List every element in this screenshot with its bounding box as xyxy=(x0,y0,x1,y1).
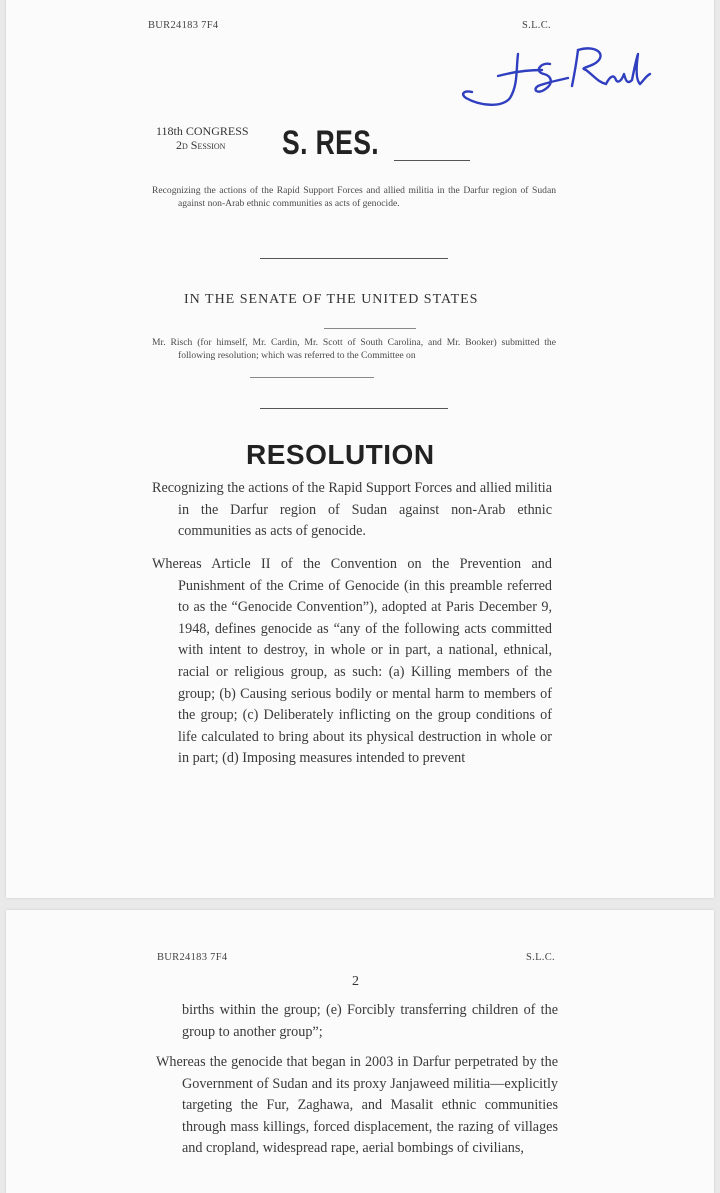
whereas-clause-2 xyxy=(156,1052,558,1160)
document-page-1 xyxy=(6,0,714,898)
congress-label: 118th CONGRESS xyxy=(156,124,249,138)
divider-1 xyxy=(260,258,448,259)
sponsors-text: Mr. Risch (for himself, Mr. Cardin, Mr. Scott of South Carolina, and Mr. Booker) submitted the following resolution; which was referred to the Committee on xyxy=(152,337,556,361)
resolution-title xyxy=(152,478,552,543)
short-title xyxy=(152,184,556,210)
date-blank xyxy=(324,328,416,329)
document-page-2 xyxy=(6,910,714,1193)
page-number: 2 xyxy=(352,974,359,989)
bill-label: S. RES. xyxy=(282,124,380,162)
session-text: 2d Session xyxy=(176,138,226,152)
short-title-text: Recognizing the actions of the Rapid Support Forces and allied militia in the Darfur region of Sudan against non-Arab ethnic communities as acts of genocide. xyxy=(152,185,556,209)
sponsors-block xyxy=(152,336,556,362)
divider-2 xyxy=(260,408,448,409)
session-label xyxy=(176,138,225,152)
whereas-clause-1 xyxy=(152,554,552,770)
slc-label: S.L.C. xyxy=(522,20,551,31)
bill-number-blank xyxy=(394,160,470,161)
chamber-heading: IN THE SENATE OF THE UNITED STATES xyxy=(184,292,479,307)
slc-label-p2: S.L.C. xyxy=(526,952,555,963)
whereas-clause-2-text: Whereas the genocide that began in 2003 in Darfur perpetrated by the Government of Sudan and its proxy Janjaweed militia—explicitly targeting the Fur, Zaghawa, and Masalit ethnic communities through mass killings, forced displacement, the razing of villages and cropland, widespread rape, aerial bombings of civilians, xyxy=(156,1054,558,1157)
document-id: BUR24183 7F4 xyxy=(148,20,219,31)
resolution-title-text: Recognizing the actions of the Rapid Support Forces and allied militia in the Darfur region of Sudan against non-Arab ethnic communities as acts of genocide. xyxy=(152,480,552,540)
continuation-text: births within the group; (e) Forcibly transferring children of the group to another group”; xyxy=(182,1002,558,1040)
committee-blank xyxy=(250,377,374,378)
document-id-p2: BUR24183 7F4 xyxy=(157,952,228,963)
signature-image xyxy=(458,40,658,112)
whereas-clause-1-text: Whereas Article II of the Convention on the Prevention and Punishment of the Crime of Genocide (in this preamble referred to as the “Genocide Convention”), adopted at Paris December 9, 1948, defines genocide as “any of the following acts committed with intent to destroy, in whole or in part, a national, ethnical, racial or religious group, as such: (a) Killing members of the group; (b) Causing serious bodily or mental harm to members of the group; (c) Deliberately inflicting on the group conditions of life calculated to bring about its physical destruction in whole or in part; (d) Imposing measures intended to prevent xyxy=(152,556,552,767)
resolution-heading: RESOLUTION xyxy=(246,439,435,470)
